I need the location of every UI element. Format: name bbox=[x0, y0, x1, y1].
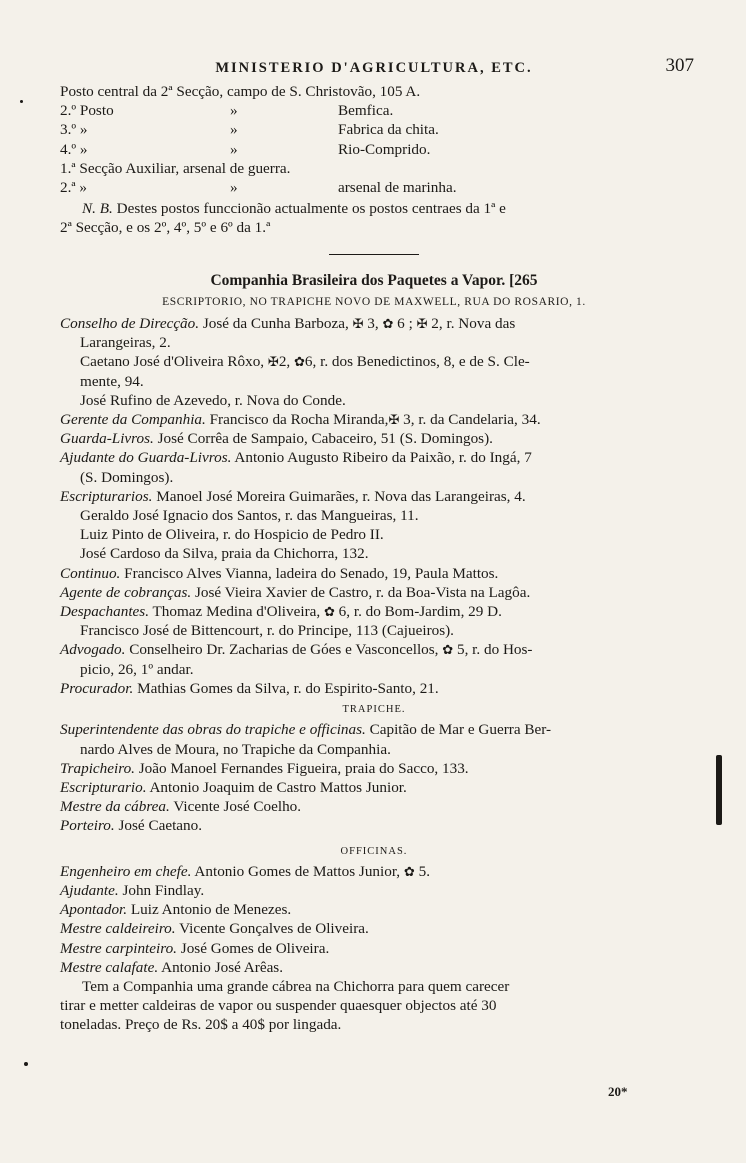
staff-line: Apontador. Luiz Antonio de Menezes. bbox=[60, 901, 292, 919]
ink-speck bbox=[24, 1062, 28, 1066]
staff-line: Escripturarios. Manoel José Moreira Guimarães, r. Nova das Larangeiras, 4. bbox=[60, 487, 526, 505]
staff-line: Caetano José d'Oliveira Rôxo, ✠2, ✿6, r. dos Benedictinos, 8, e de S. Cle- bbox=[80, 353, 530, 371]
rose-order-icon: ✿ bbox=[442, 642, 454, 658]
staff-line: Mestre caldeireiro. Vicente Gonçalves de Oliveira. bbox=[60, 920, 369, 938]
note-line: N. B. Destes postos funccionão actualmente os postos centraes da 1ª e bbox=[82, 200, 506, 218]
paragraph-line: toneladas. Preço de Rs. 20$ a 40$ por lingada. bbox=[60, 1016, 342, 1034]
posto-line: Posto central da 2ª Secção, campo de S. Christovão, 105 A. bbox=[60, 83, 421, 100]
staff-line: Gerente da Companhia. Francisco da Rocha Miranda,✠ 3, r. da Candelaria, 34. bbox=[60, 411, 541, 429]
staff-line: Procurador. Mathias Gomes da Silva, r. do Espirito-Santo, 21. bbox=[60, 679, 439, 697]
section-divider bbox=[329, 254, 419, 255]
staff-line: Francisco José de Bittencourt, r. do Principe, 113 (Cajueiros). bbox=[80, 622, 454, 640]
rose-order-icon: ✿ bbox=[382, 316, 394, 332]
staff-line: Continuo. Francisco Alves Vianna, ladeira do Senado, 19, Paula Mattos. bbox=[60, 564, 499, 582]
staff-line: Ajudante. John Findlay. bbox=[60, 881, 205, 899]
staff-line: Advogado. Conselheiro Dr. Zacharias de Góes e Vasconcellos, ✿ 5, r. do Hos- bbox=[60, 641, 533, 659]
cross-order-icon: ✠ bbox=[388, 412, 400, 428]
staff-line: Despachantes. Thomaz Medina d'Oliveira, ✿ 6, r. do Bom-Jardim, 29 D. bbox=[60, 603, 502, 621]
page-header bbox=[60, 55, 694, 82]
postos-list bbox=[60, 82, 688, 197]
posto-line: 2.ª » » arsenal de marinha. bbox=[60, 179, 457, 197]
staff-line: Trapicheiro. João Manoel Fernandes Figueira, praia do Sacco, 133. bbox=[60, 759, 469, 777]
staff-line: Engenheiro em chefe. Antonio Gomes de Mattos Junior, ✿ 5. bbox=[60, 862, 430, 880]
rose-order-icon: ✿ bbox=[323, 604, 335, 620]
staff-line: mente, 94. bbox=[80, 372, 144, 390]
trapiche-staff bbox=[60, 720, 688, 835]
page-number: 307 bbox=[665, 55, 694, 76]
signature-mark: 20* bbox=[608, 1084, 628, 1099]
staff-line: (S. Domingos). bbox=[80, 468, 174, 486]
company-staff bbox=[60, 314, 688, 698]
staff-line: Mestre calafate. Antonio José Arêas. bbox=[60, 958, 284, 976]
staff-line: nardo Alves de Moura, no Trapiche da Companhia. bbox=[80, 740, 391, 758]
staff-line: Porteiro. José Caetano. bbox=[60, 817, 203, 835]
staff-line: Luiz Pinto de Oliveira, r. do Hospicio de Pedro II. bbox=[80, 526, 384, 544]
staff-line: Guarda-Livros. José Corrêa de Sampaio, Cabaceiro, 51 (S. Domingos). bbox=[60, 430, 493, 448]
cross-order-icon: ✠ bbox=[267, 354, 279, 370]
staff-line: Escripturario. Antonio Joaquim de Castro Mattos Junior. bbox=[60, 778, 407, 796]
staff-line: Conselho de Direcção. José da Cunha Barboza, ✠ 3, ✿ 6 ; ✠ 2, r. Nova das bbox=[60, 315, 516, 333]
running-title: MINISTERIO D'AGRICULTURA, ETC. bbox=[215, 60, 533, 76]
rose-order-icon: ✿ bbox=[403, 863, 415, 879]
note-line: 2ª Secção, e os 2º, 4º, 5º e 6º da 1.ª bbox=[60, 219, 271, 237]
staff-line: Larangeiras, 2. bbox=[80, 334, 171, 352]
staff-line: Superintendente das obras do trapiche e officinas. Capitão de Mar e Guerra Ber- bbox=[60, 721, 552, 739]
posto-line: 2.º Posto » Bemfica. bbox=[60, 102, 394, 120]
staff-line: Agente de cobranças. José Vieira Xavier de Castro, r. da Boa-Vista na Lagôa. bbox=[60, 583, 531, 601]
company-title: Companhia Brasileira dos Paquetes a Vapor. [265 bbox=[210, 271, 538, 289]
posto-line: 3.º » » Fabrica da chita. bbox=[60, 121, 439, 139]
posto-line: 4.º » » Rio-Comprido. bbox=[60, 140, 431, 158]
paragraph-line: Tem a Companhia uma grande cábrea na Chichorra para quem carecer bbox=[82, 977, 510, 995]
document-page bbox=[60, 55, 694, 1035]
staff-line: Mestre da cábrea. Vicente José Coelho. bbox=[60, 798, 302, 816]
officinas-heading: OFFICINAS. bbox=[340, 845, 408, 857]
officinas-staff bbox=[60, 862, 688, 1035]
note-label: N. B. bbox=[82, 200, 113, 218]
rose-order-icon: ✿ bbox=[294, 354, 305, 370]
paragraph-line: tirar e metter caldeiras de vapor ou suspender quaesquer objectos até 30 bbox=[60, 997, 497, 1015]
staff-line: José Rufino de Azevedo, r. Nova do Conde. bbox=[80, 391, 346, 409]
trapiche-heading: TRAPICHE. bbox=[342, 704, 406, 716]
company-address: ESCRIPTORIO, NO TRAPICHE NOVO DE MAXWELL, RUA DO ROSARIO, 1. bbox=[162, 295, 586, 308]
cross-order-icon: ✠ bbox=[352, 316, 364, 332]
cross-order-icon: ✠ bbox=[416, 316, 428, 332]
staff-line: Mestre carpinteiro. José Gomes de Oliveira. bbox=[60, 939, 330, 957]
staff-line: picio, 26, 1º andar. bbox=[80, 660, 194, 678]
staff-line: Geraldo José Ignacio dos Santos, r. das Mangueiras, 11. bbox=[80, 507, 419, 525]
ink-speck bbox=[20, 100, 23, 103]
staff-line: José Cardoso da Silva, praia da Chichorra, 132. bbox=[80, 545, 369, 563]
staff-line: Ajudante do Guarda-Livros. Antonio Augusto Ribeiro da Paixão, r. do Ingá, 7 bbox=[60, 449, 532, 467]
posto-line: 1.ª Secção Auxiliar, arsenal de guerra. bbox=[60, 159, 291, 177]
note-block bbox=[60, 199, 688, 237]
margin-mark bbox=[716, 755, 722, 825]
